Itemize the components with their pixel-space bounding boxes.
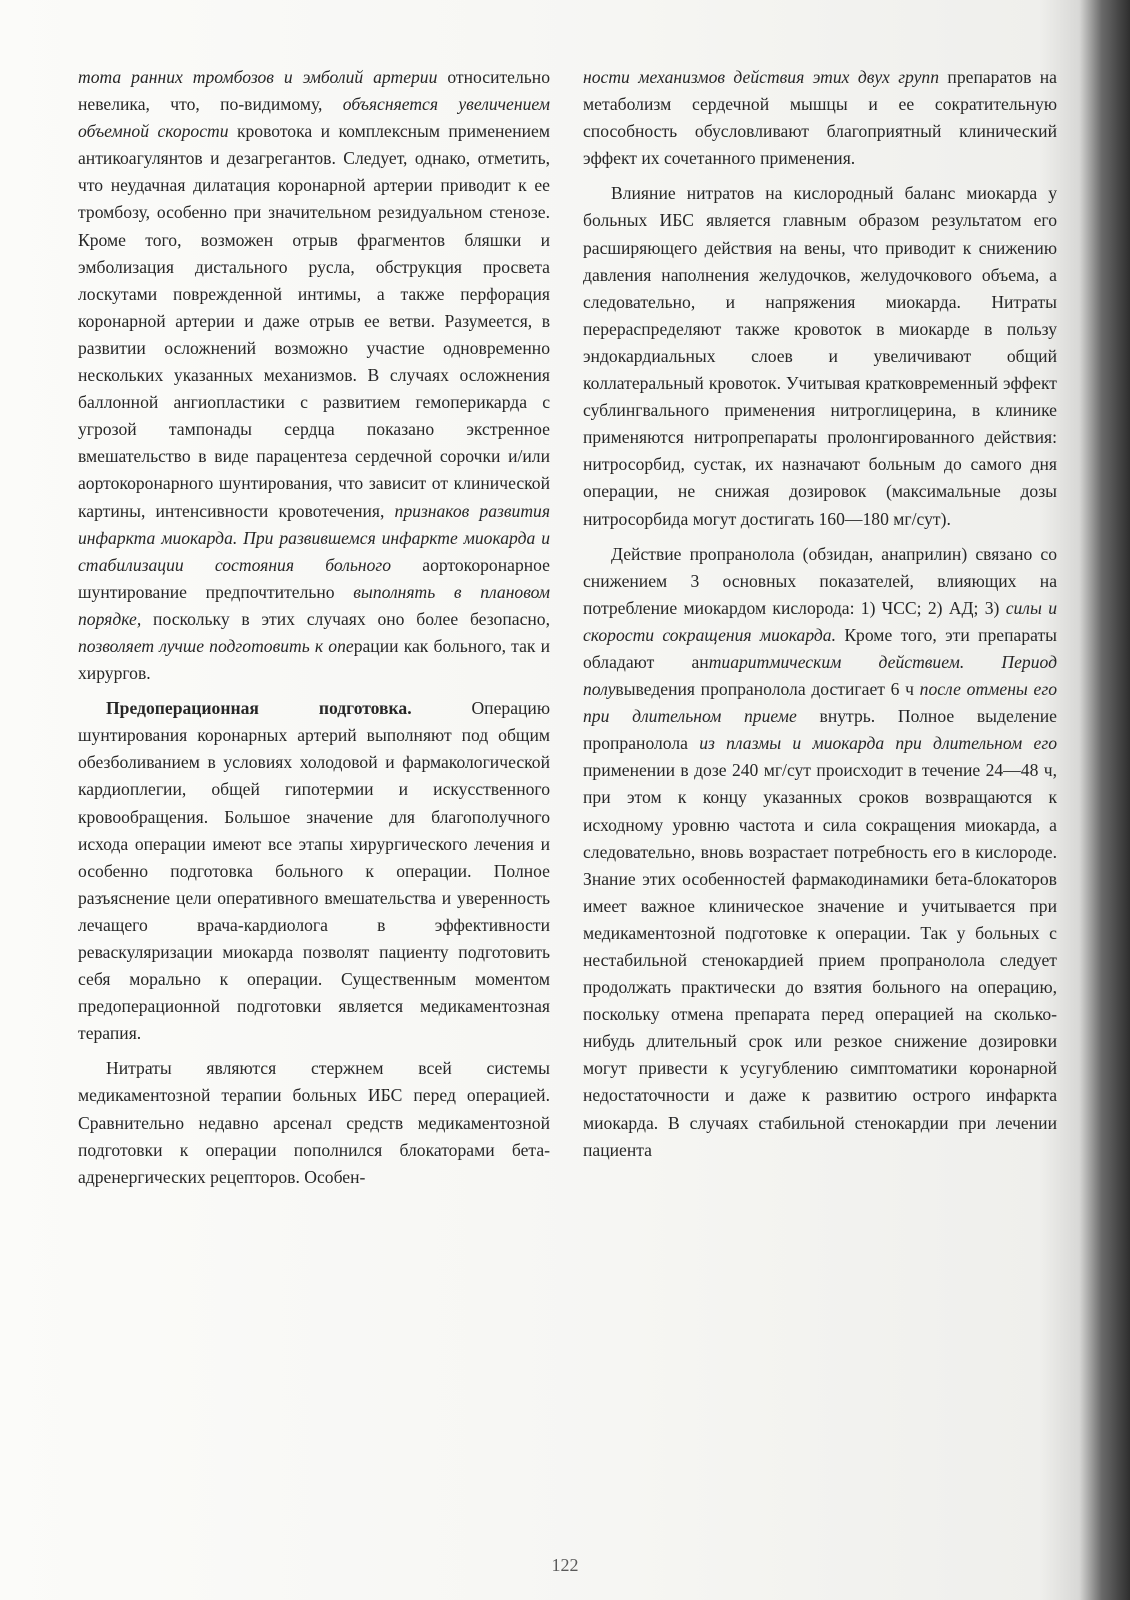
paragraph-propranolol	[583, 541, 1057, 1164]
text-fragment: выведения пропранолола достигает 6 ч	[615, 679, 920, 700]
text-fragment: позволяет лучше подготовить к опе	[78, 635, 354, 656]
page-number: 122	[551, 1555, 579, 1575]
text-fragment: силы и скорости сокращения миокарда.	[583, 597, 1058, 645]
paragraph-preop-preparation	[78, 695, 550, 1047]
text-fragment: Кроме того, эти препараты обладают ан	[583, 624, 1057, 672]
paragraph-nitrates-effect: Влияние нитратов на кислородный баланс миокарда у больных ИБС является главным образом результатом его расширяющего действия на вены, что приводит к снижению давления наполнения желудочков, желудочкового объема, а следовательно, и напряжения миокарда. Нитраты перераспределяют также кровоток в миокарде в пользу эндокардиальных слоев и увеличивают общий коллатеральный кровоток. Учитывая кратковременный эффект сублингвального применения нитроглицерина, в клинике применяются нитропрепараты пролонгированного действия: нитросорбид, сустак, их назначают больным до самого дня операции, не снижая дозировок (максимальные дозы нитросорбида могут достигать 160—180 мг/сут).	[583, 183, 1057, 529]
text-fragment: аортокоронарное шунтирование предпочтительно	[78, 554, 550, 602]
text-fragment: объясняется увеличением объемной скорости	[78, 94, 550, 142]
text-fragment: тота ранних тромбозов и эмболий артерии	[78, 67, 438, 87]
left-column	[78, 64, 550, 1191]
paragraph-mechanisms	[583, 64, 1057, 172]
text-fragment: препаратов на метаболизм сердечной мышцы и ее сократительную способность обусловливают благоприятный клинический эффект их сочетанного применения.	[583, 67, 1057, 169]
section-heading: Предоперационная подготовка.	[106, 698, 412, 719]
right-column	[583, 64, 1057, 1164]
text-fragment: Действие пропранолола (обзидан, анаприлин) связано со снижением 3 основных показателей, влияющих на потребление миокардом кислорода: 1) ЧСС; 2) АД; 3)	[583, 543, 1057, 618]
text-fragment: тиаритмическим действием. Период полу	[583, 651, 1057, 700]
text-fragment: рации как больного, так и хирургов.	[78, 635, 551, 684]
paragraph-nitrates-intro: Нитраты являются стержнем всей системы медикаментозной терапии больных ИБС перед операцией. Сравнительно недавно арсенал средств медикаментозной подготовки к операции пополнился блокаторами бета-адренергических рецепторов. Особен-	[78, 1058, 550, 1187]
paragraph-thrombosis	[78, 64, 550, 687]
text-fragment: после отмены его при длительном приеме	[583, 679, 1058, 727]
text-fragment: признаков развития инфаркта миокарда. При развившемся инфаркте миокарда и стабилизации состояния больного	[78, 500, 550, 575]
text-fragment: из плазмы и миокарда при длительном его	[699, 733, 1057, 754]
text-fragment: ности механизмов действия этих двух групп	[583, 67, 940, 87]
text-fragment: внутрь. Полное выделение пропранолола	[583, 706, 1057, 754]
text-fragment: поскольку в этих случаях оно более безопасно,	[141, 608, 550, 629]
text-fragment: кровотока и комплексным применением антикоагулянтов и дезагрегантов. Следует, однако, отметить, что неудачная дилатация коронарной артерии приводит к ее тромбозу, особенно при значительном резидуальном стенозе. Кроме того, возможен отрыв фрагментов бляшки и эмболизация дистального русла, обструкция просвета лоскутами поврежденной интимы, а также перфорация коронарной артерии и даже отрыв ее ветви. Разумеется, в развитии осложнений возможно участие одновременно нескольких указанных механизмов. В случаях осложнения баллонной ангиопластики с развитием гемоперикарда с угрозой тампонады сердца показано экстренное вмешательство в виде парацентеза сердечной сорочки и/или аортокоронарного шунтирования, что зависит от клинической картины, интенсивности кровотечения,	[78, 121, 550, 521]
text-fragment: Операцию шунтирования коронарных артерий выполняют под общим обезболиванием в условиях холодовой и фармакологической кардиоплегии, общей гипотермии и искусственного кровообращения. Большое значение для благополучного исхода операции имеют все этапы хирургического лечения и особенно подготовка больного к операции. Полное разъяснение цели оперативного вмешательства и уверенность лечащего врача-кардиолога в эффективности реваскуляризации миокарда позволят пациенту подготовить себя морально к операции. Существенным моментом предоперационной подготовки является медикаментозная терапия.	[78, 698, 550, 1044]
text-fragment: применении в дозе 240 мг/сут происходит в течение 24—48 ч, при этом к концу указанных сроков возвращаются к исходному уровню частота и сила сокращения миокарда, а следовательно, вновь возрастает потребность его в кислороде. Знание этих особенностей фармакодинамики бета-блокаторов имеет важное клиническое значение и учитывается при медикаментозной подготовке к операции. Так у больных с нестабильной стенокардией прием пропранолола следует продолжать практически до взятия больного на операцию, поскольку отмена препарата перед операцией на сколько-нибудь длительный срок или резкое снижение дозировки могут привести к усугублению симптоматики коронарной недостаточности и даже к развитию острого инфаркта миокарда. В случаях стабильной стенокардии при лечении пациента	[583, 760, 1057, 1160]
text-fragment: выполнять в плановом порядке,	[78, 581, 550, 629]
text-fragment: относительно невелика, что, по-видимому,	[78, 67, 551, 115]
